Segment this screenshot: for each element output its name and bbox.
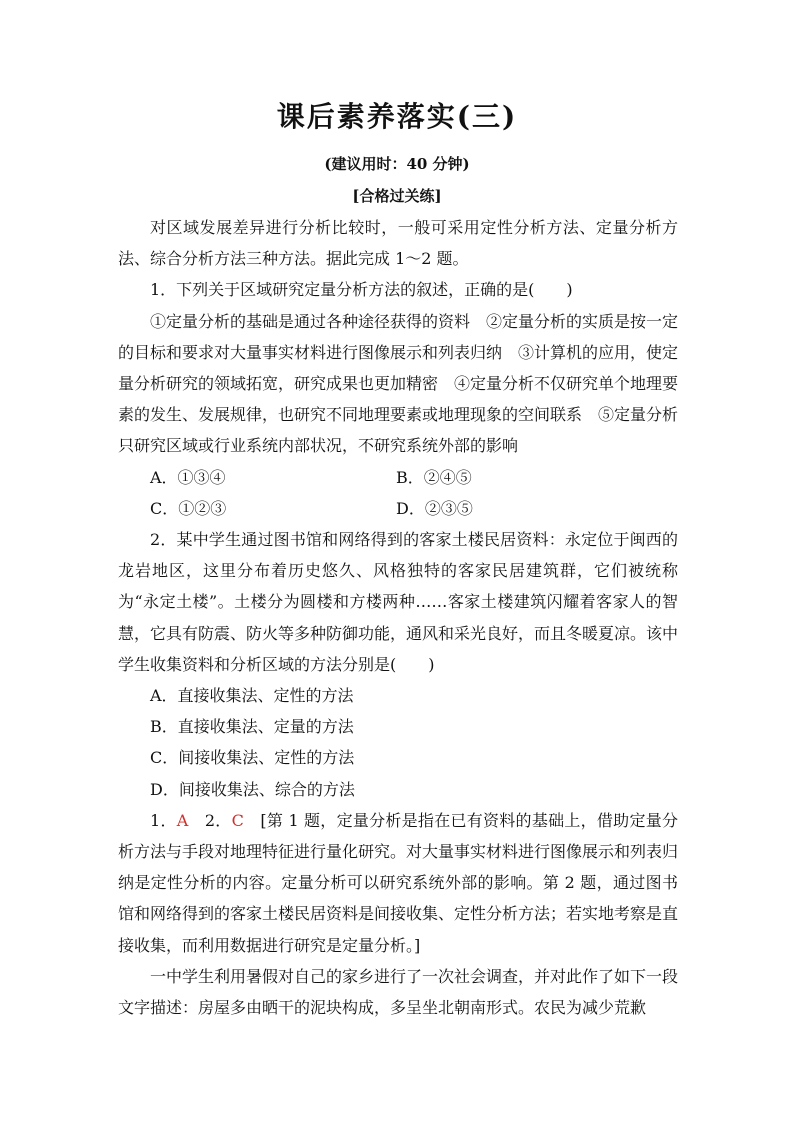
answer-1-number: 1． xyxy=(150,810,177,830)
document-body xyxy=(118,212,678,1023)
question-2-option-a: A．直接收集法、定性的方法 xyxy=(150,686,354,706)
question-1-option-c: C．①②③ xyxy=(150,498,227,518)
question-2-option-b: B．直接收集法、定量的方法 xyxy=(150,717,354,737)
question-1-stem: 1．下列关于区域研究定量分析方法的叙述，正确的是( ) xyxy=(150,280,573,300)
page-title: 课后素养落实(三) xyxy=(276,100,518,133)
answer-2-number: 2． xyxy=(188,810,232,830)
next-intro-paragraph: 一中学生利用暑假对自己的家乡进行了一次社会调查，并对此作了如下一段文字描述：房屋多由晒干的泥块构成，多呈坐北朝南形式。农民为减少荒歉 xyxy=(118,966,679,1018)
question-1-options-row-2 xyxy=(118,493,678,524)
time-note: (建议用时：40 分钟) xyxy=(324,155,470,173)
question-1-options-row-1 xyxy=(118,462,678,493)
question-1-option-b: B．②④⑤ xyxy=(396,467,472,487)
answer-paragraph xyxy=(118,805,678,961)
answer-1-key: A xyxy=(176,810,189,830)
answer-explanation: [第 1 题，定量分析是指在已有资料的基础上，借助定量分析方法与手段对地理特征进行量化研究。对大量事实材料进行图像展示和列表归纳是定性分析的内容。定量分析可以研究系统外部的影响。第 2 题，通过图书馆和网络得到的客家土楼民居资料是间接收集、定性分析方法；若实地考察是直接收集，而利用数据进行研究是定量分析。] xyxy=(118,810,679,955)
answer-2-key: C xyxy=(231,810,244,830)
section-label: [合格过关练] xyxy=(352,187,442,205)
question-2-option-d: D．间接收集法、综合的方法 xyxy=(150,779,355,799)
question-1-statements: ①定量分析的基础是通过各种途径获得的资料 ②定量分析的实质是按一定的目标和要求对大量事实材料进行图像展示和列表归纳 ③计算机的应用，使定量分析研究的领域拓宽，研究成果也更加精密 ④定量分析不仅研究单个地理要素的发生、发展规律，也研究不同地理要素或地理现象的空间联系 ⑤定量分析只研究区域或行业系统内部状况，不研究系统外部的影响 xyxy=(118,311,679,456)
intro-paragraph: 对区域发展差异进行分析比较时，一般可采用定性分析方法、定量分析方法、综合分析方法三种方法。据此完成 1～2 题。 xyxy=(118,218,678,269)
question-1-option-a: A．①③④ xyxy=(150,467,226,487)
question-2-stem: 2．某中学生通过图书馆和网络得到的客家土楼民居资料：永定位于闽西的龙岩地区，这里分布着历史悠久、风格独特的客家民居建筑群，它们被统称为“永定土楼”。土楼分为圆楼和方楼两种……客家土楼建筑闪耀着客家人的智慧，它具有防震、防火等多种防御功能，通风和采光良好，而且冬暖夏凉。该中学生收集资料和分析区域的方法分别是( ) xyxy=(118,530,679,674)
question-2-option-c: C．间接收集法、定性的方法 xyxy=(150,748,355,768)
question-1-option-d: D．②③⑤ xyxy=(396,498,473,518)
